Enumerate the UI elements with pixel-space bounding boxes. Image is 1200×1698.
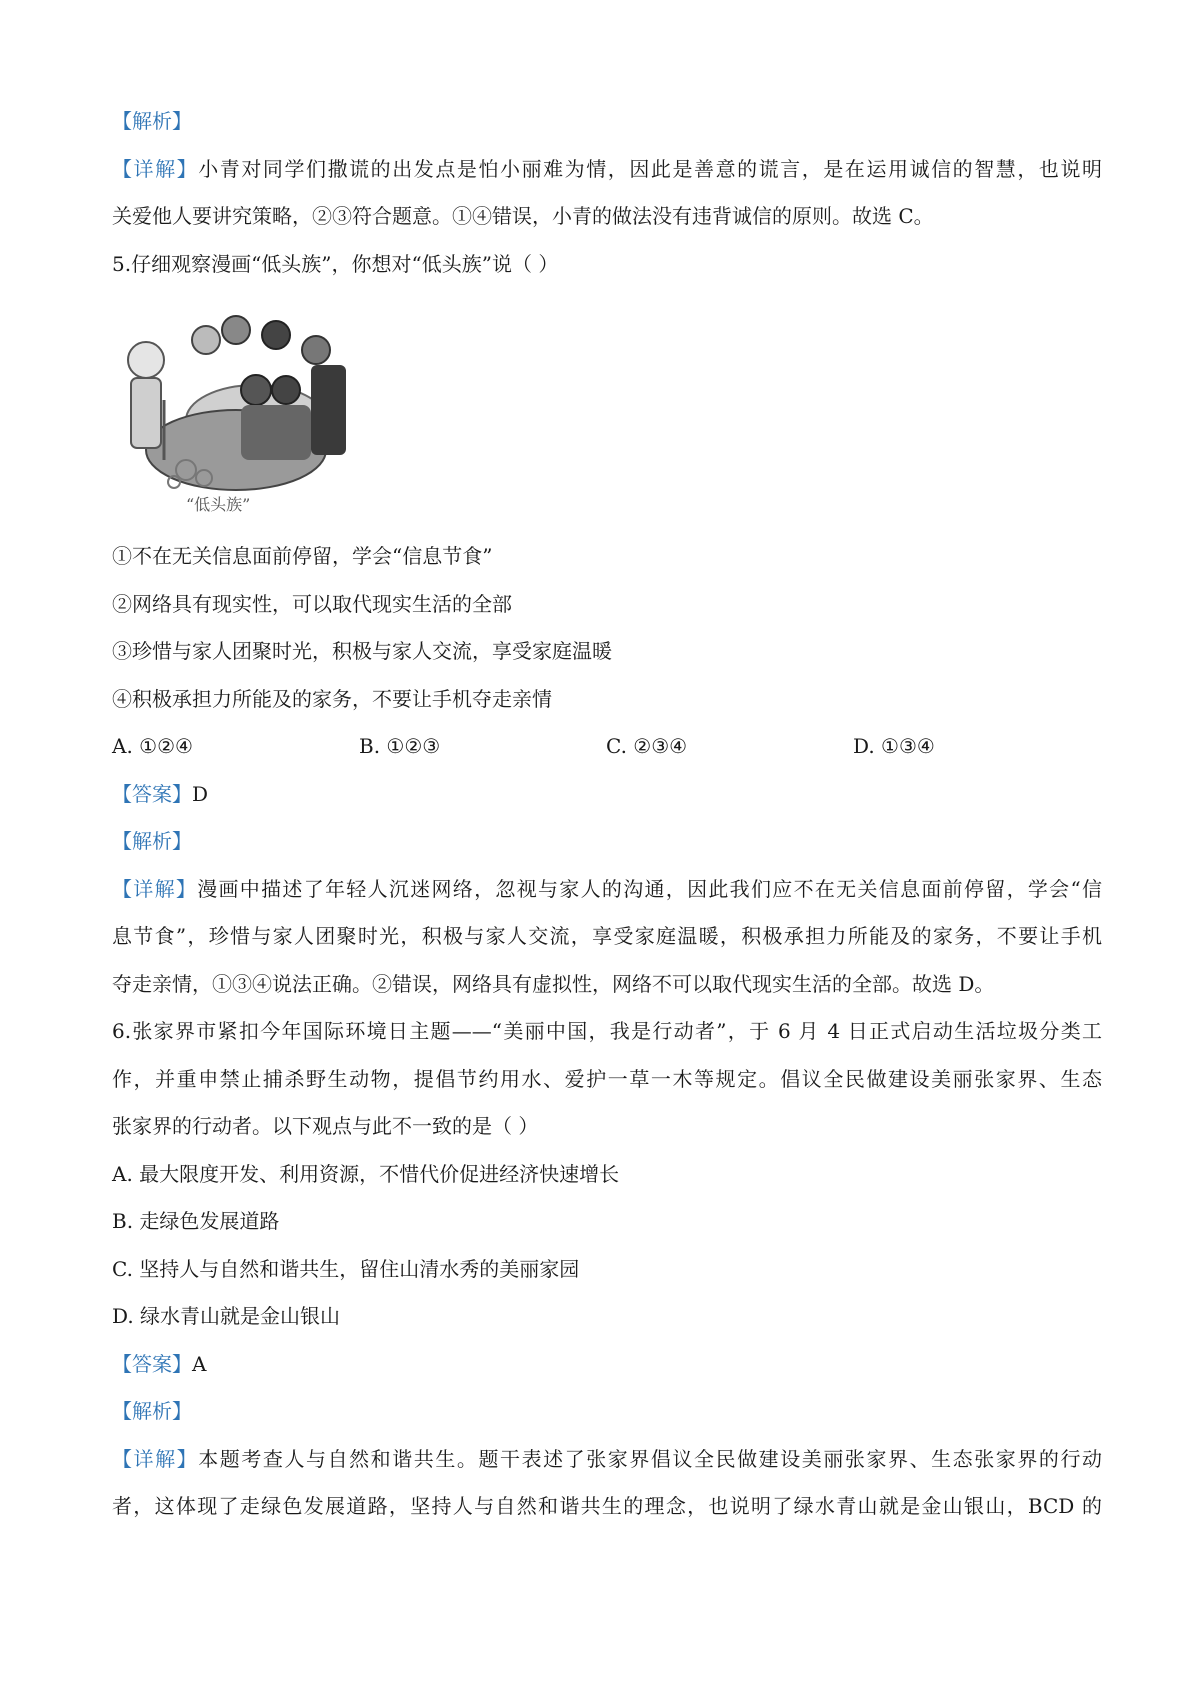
q5-option-d: D. ①③④ xyxy=(853,734,935,758)
q5-cartoon xyxy=(116,310,356,525)
q5-item-2: ②网络具有现实性，可以取代现实生活的全部 xyxy=(112,591,512,616)
detail-tag: 【详解】 xyxy=(112,156,199,181)
q5-answer xyxy=(112,771,1102,819)
detail-line-2: 关爱他人要讲究策略，②③符合题意。①④错误，小青的做法没有违背诚信的原则。故选 C。 xyxy=(112,204,934,228)
q6-answer xyxy=(112,1341,1102,1389)
q5-item-1: ①不在无关信息面前停留，学会“信息节食” xyxy=(112,544,493,568)
answer-tag: 【答案】 xyxy=(112,1351,192,1376)
q6-analysis xyxy=(112,1388,1102,1436)
document-content xyxy=(112,98,1102,1531)
analysis-tag: 【解析】 xyxy=(112,829,192,853)
q6-option-c: C. 坚持人与自然和谐共生，留住山清水秀的美丽家园 xyxy=(112,1256,580,1281)
q5-analysis xyxy=(112,818,1102,866)
answer-tag: 【答案】 xyxy=(112,781,192,806)
q6-detail-2: 者，这体现了走绿色发展道路，坚持人与自然和谐共生的理念，也说明了绿水青山就是金山银山，BCD 的 xyxy=(112,1494,1102,1518)
q5-detail-3: 夺走亲情，①③④说法正确。②错误，网络具有虚拟性，网络不可以取代现实生活的全部。故选 D。 xyxy=(112,971,995,996)
q5-options xyxy=(112,723,1102,771)
q5-detail-2: 息节食”，珍惜与家人团聚时光，积极与家人交流，享受家庭温暖，积极承担力所能及的家务，不要让手机 xyxy=(112,924,1102,948)
detail-text: 漫画中描述了年轻人沉迷网络，忽视与家人的沟通，因此我们应不在无关信息面前停留，学会“信 xyxy=(197,876,1102,901)
q5-option-b: B. ①②③ xyxy=(359,734,441,758)
q6-option-a: A. 最大限度开发、利用资源，不惜代价促进经济快速增长 xyxy=(112,1161,620,1186)
q5-item-4: ④积极承担力所能及的家务，不要让手机夺走亲情 xyxy=(112,686,552,711)
q6-stem-1: 6.张家界市紧扣今年国际环境日主题——“美丽中国，我是行动者”，于 6 月 4 日正式启动生活垃圾分类工 xyxy=(112,1019,1102,1043)
detail-line-1 xyxy=(112,146,1102,194)
q6-stem-3: 张家界的行动者。以下观点与此不一致的是（ ） xyxy=(112,1114,539,1138)
detail-tag: 【详解】 xyxy=(112,876,198,901)
q5-option-a: A. ①②④ xyxy=(112,734,193,758)
detail-tag: 【详解】 xyxy=(112,1446,199,1471)
analysis-tag: 【解析】 xyxy=(112,109,192,133)
cartoon-caption: “低头族” xyxy=(186,495,251,514)
q5-option-c: C. ②③④ xyxy=(606,734,688,758)
detail-text: 本题考查人与自然和谐共生。题干表述了张家界倡议全民做建设美丽张家界、生态张家界的行动 xyxy=(198,1446,1102,1471)
analysis-tag: 【解析】 xyxy=(112,1399,192,1423)
q5-item-3: ③珍惜与家人团聚时光，积极与家人交流，享受家庭温暖 xyxy=(112,639,612,663)
q5-detail-1 xyxy=(112,866,1102,914)
answer-value: D xyxy=(192,781,209,806)
answer-value: A xyxy=(192,1351,207,1376)
q6-option-d: D. 绿水青山就是金山银山 xyxy=(112,1304,341,1328)
cartoon-illustration xyxy=(116,310,356,495)
analysis-heading xyxy=(112,98,1102,146)
detail-text: 小青对同学们撒谎的出发点是怕小丽难为情，因此是善意的谎言，是在运用诚信的智慧，也说明 xyxy=(198,156,1102,181)
q6-stem-2: 作，并重申禁止捕杀野生动物，提倡节约用水、爱护一草一木等规定。倡议全民做建设美丽张家界、生态 xyxy=(112,1066,1102,1091)
q6-option-b: B. 走绿色发展道路 xyxy=(112,1209,280,1233)
q6-detail-1 xyxy=(112,1436,1102,1484)
q5-stem: 5.仔细观察漫画“低头族”，你想对“低头族”说（ ） xyxy=(112,251,559,276)
